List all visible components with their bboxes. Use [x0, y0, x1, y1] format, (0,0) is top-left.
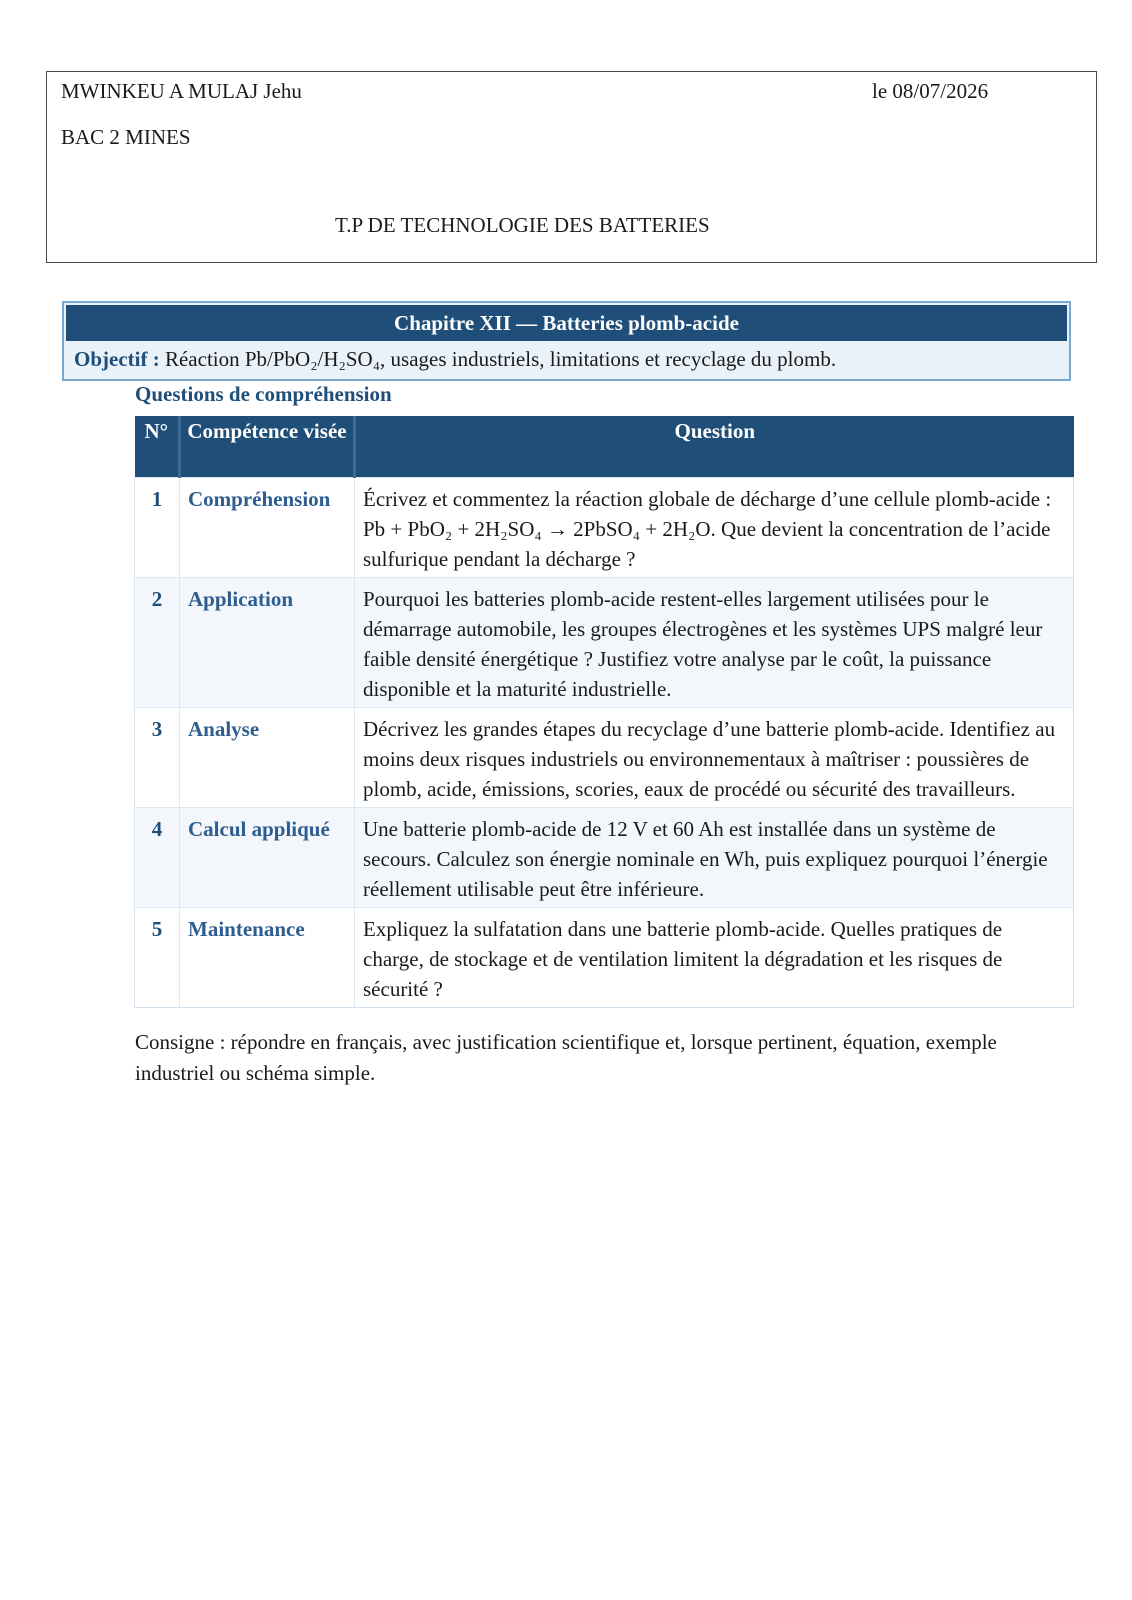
objective-label: Objectif :: [74, 347, 160, 371]
table-row: [135, 708, 1074, 808]
chapter-box: [62, 301, 1071, 381]
column-header-question: Question: [355, 416, 1074, 478]
table-row: [135, 578, 1074, 708]
question-competence: Application: [180, 578, 355, 708]
column-header-number: N°: [135, 416, 180, 478]
question-text: Une batterie plomb-acide de 12 V et 60 Ah est installée dans un système de secours. Calculez son énergie nominale en Wh, puis expliquez pourquoi l’énergie réellement utilisable peut être inférieure.: [355, 808, 1074, 908]
question-text: Décrivez les grandes étapes du recyclage d’une batterie plomb-acide. Identifiez au moins deux risques industriels ou environnementaux à maîtriser : poussières de plomb, acide, émissions, scories, eaux de procédé ou sécurité des travailleurs.: [355, 708, 1074, 808]
questions-heading: Questions de compréhension: [135, 382, 392, 406]
document-date: le 08/07/2026: [872, 79, 989, 103]
question-text: Pourquoi les batteries plomb-acide restent-elles largement utilisées pour le démarrage automobile, les groupes électrogènes et les systèmes UPS malgré leur faible densité énergétique ? Justifiez votre analyse par le coût, la puissance disponible et la maturité industrielle.: [355, 578, 1074, 708]
table-row: [135, 478, 1074, 578]
table-row: [135, 908, 1074, 1008]
column-header-competence: Compétence visée: [180, 416, 355, 478]
question-competence: Compréhension: [180, 478, 355, 578]
question-text: Expliquez la sulfatation dans une batterie plomb-acide. Quelles pratiques de charge, de stockage et de ventilation limitent la dégradation et les risques de sécurité ?: [355, 908, 1074, 1008]
objective-text: Réaction Pb/PbO₂/H₂SO₄, usages industriels, limitations et recyclage du plomb.: [164, 347, 837, 371]
header-box: [46, 71, 1097, 263]
question-number: 5: [135, 908, 180, 1008]
objective-line: [64, 341, 1069, 372]
questions-table: [134, 416, 1074, 1008]
question-competence: Maintenance: [180, 908, 355, 1008]
question-number: 1: [135, 478, 180, 578]
tp-title: T.P DE TECHNOLOGIE DES BATTERIES: [335, 213, 710, 237]
question-number: 3: [135, 708, 180, 808]
instruction-text: Consigne : répondre en français, avec justification scientifique et, lorsque pertinent, équation, exemple industriel ou schéma simple.: [135, 1030, 997, 1085]
question-number: 4: [135, 808, 180, 908]
class-level: BAC 2 MINES: [61, 125, 191, 149]
table-row: [135, 808, 1074, 908]
student-name: MWINKEU A MULAJ Jehu: [61, 79, 302, 103]
question-text: Écrivez et commentez la réaction globale de décharge d’une cellule plomb-acide : Pb + PbO₂ + 2H₂SO₄ → 2PbSO₄ + 2H₂O. Que devient la concentration de l’acide sulfurique pendant la décharge ?: [355, 478, 1074, 578]
question-number: 2: [135, 578, 180, 708]
question-competence: Analyse: [180, 708, 355, 808]
question-competence: Calcul appliqué: [180, 808, 355, 908]
chapter-title: Chapitre XII — Batteries plomb-acide: [66, 305, 1067, 341]
table-header-row: [135, 416, 1074, 478]
